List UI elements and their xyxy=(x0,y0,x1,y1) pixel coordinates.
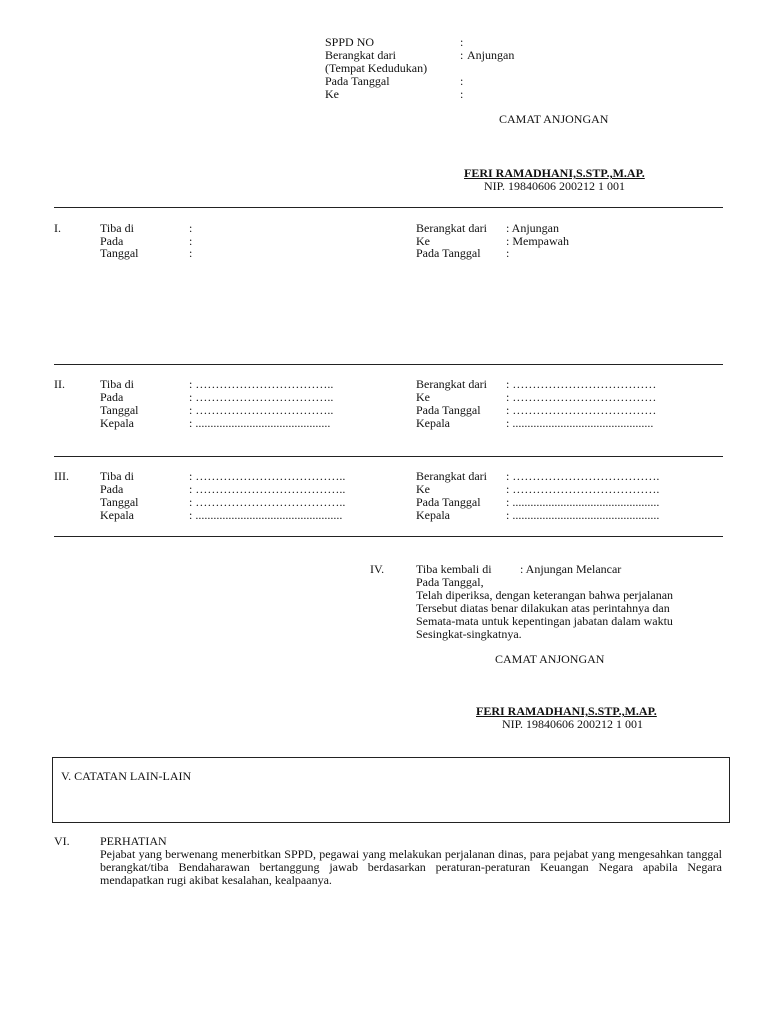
section-4-official-name: FERI RAMADHANI,S.STP.,M.AP. xyxy=(476,704,657,718)
section-4-arrive-value: : Anjungan Melancar xyxy=(520,562,622,576)
divider-3 xyxy=(54,456,723,457)
section-2-right-value: : ……………………………… xyxy=(506,390,657,404)
section-2-left-label: Tiba di xyxy=(100,377,134,391)
header-office: CAMAT ANJONGAN xyxy=(499,112,609,126)
section-1-right-label: Ke xyxy=(416,234,430,248)
section-3-left-label: Pada xyxy=(100,482,124,496)
section-2-left-value: : …………………………….. xyxy=(189,403,334,417)
section-3-right-value: : ………………………………. xyxy=(506,469,660,483)
header-label-tempat: (Tempat Kedudukan) xyxy=(325,61,428,75)
section-3-right-label: Ke xyxy=(416,482,430,496)
section-3-left-label: Tiba di xyxy=(100,469,134,483)
section-3-right-label: Kepala xyxy=(416,508,450,522)
section-2-left-value: : ............................................. xyxy=(189,416,331,430)
header-label-tanggal: Pada Tanggal xyxy=(325,74,390,88)
divider-1 xyxy=(54,207,723,208)
section-1-right-label: Berangkat dari xyxy=(416,221,487,235)
section-1-left-label: Pada xyxy=(100,234,124,248)
section-2-left-value: : …………………………….. xyxy=(189,377,334,391)
section-1-right-value: : Mempawah xyxy=(506,234,569,248)
section-3-right-label: Berangkat dari xyxy=(416,469,487,483)
section-1-right-label: Pada Tanggal xyxy=(416,246,481,260)
section-4-office: CAMAT ANJONGAN xyxy=(495,652,605,666)
section-3-number: III. xyxy=(54,469,69,483)
section-4-arrive-label: Tiba kembali di xyxy=(416,562,492,576)
notes-box xyxy=(52,757,730,823)
header-label-ke: Ke xyxy=(325,87,339,101)
section-4-line: Tersebut diatas benar dilakukan atas perintahnya dan xyxy=(416,601,670,615)
header-sep-sppd: : xyxy=(460,35,464,49)
section-2-right-label: Pada Tanggal xyxy=(416,403,481,417)
section-2-right-label: Berangkat dari xyxy=(416,377,487,391)
notes-title: V. CATATAN LAIN-LAIN xyxy=(61,769,192,783)
section-1-left-value: : xyxy=(189,221,193,235)
header-official-name: FERI RAMADHANI,S.STP.,M.AP. xyxy=(464,166,645,180)
header-value-berangkat: Anjungan xyxy=(467,48,515,62)
section-3-right-value: : ................................................. xyxy=(506,495,660,509)
header-sep-berangkat: : xyxy=(460,48,464,62)
section-4-line: Pada Tanggal, xyxy=(416,575,484,589)
section-6-number: VI. xyxy=(54,834,70,848)
section-4-number: IV. xyxy=(370,562,385,576)
header-sep-tanggal: : xyxy=(460,74,464,88)
section-2-right-value: : ……………………………… xyxy=(506,377,657,391)
section-3-left-value: : ................................................. xyxy=(189,508,343,522)
header-nip: NIP. 19840606 200212 1 001 xyxy=(484,179,626,193)
section-2-left-label: Pada xyxy=(100,390,124,404)
section-1-right-value: : Anjungan xyxy=(506,221,559,235)
section-2-left-label: Kepala xyxy=(100,416,134,430)
section-4-line: Sesingkat-singkatnya. xyxy=(416,627,522,641)
section-1-number: I. xyxy=(54,221,61,235)
section-2-right-label: Kepala xyxy=(416,416,450,430)
header-label-berangkat: Berangkat dari xyxy=(325,48,396,62)
divider-2 xyxy=(54,364,723,365)
section-3-right-label: Pada Tanggal xyxy=(416,495,481,509)
section-4-nip: NIP. 19840606 200212 1 001 xyxy=(502,717,644,731)
section-2-right-label: Ke xyxy=(416,390,430,404)
section-3-left-value: : ……………………………….. xyxy=(189,482,346,496)
section-4-line: Semata-mata untuk kepentingan jabatan dalam waktu xyxy=(416,614,673,628)
section-2-number: II. xyxy=(54,377,65,391)
header-label-sppd: SPPD NO xyxy=(325,35,375,49)
section-1-left-label: Tiba di xyxy=(100,221,134,235)
section-3-left-value: : ……………………………….. xyxy=(189,469,346,483)
section-3-right-value: : ………………………………. xyxy=(506,482,660,496)
section-1-left-value: : xyxy=(189,246,193,260)
section-3-left-value: : ……………………………….. xyxy=(189,495,346,509)
section-3-left-label: Tanggal xyxy=(100,495,139,509)
section-6-body: Pejabat yang berwenang menerbitkan SPPD, pegawai yang melakukan perjalanan dinas, para pejabat yang mengesahkan tanggal berangkat/tiba Bendaharawan bertanggung jawab berdasarkan peraturan-peraturan Keuangan Negara apabila Negara mendapatkan rugi akibat kesalahan, kealpaanya. xyxy=(100,847,722,887)
section-1-left-value: : xyxy=(189,234,193,248)
section-2-right-value: : ……………………………… xyxy=(506,403,657,417)
section-2-left-label: Tanggal xyxy=(100,403,139,417)
section-3-left-label: Kepala xyxy=(100,508,134,522)
section-2-right-value: : ............................................... xyxy=(506,416,654,430)
section-1-right-value: : xyxy=(506,246,510,260)
section-1-left-label: Tanggal xyxy=(100,246,139,260)
divider-4 xyxy=(54,536,723,537)
section-2-left-value: : …………………………….. xyxy=(189,390,334,404)
section-3-right-value: : ................................................. xyxy=(506,508,660,522)
header-sep-ke: : xyxy=(460,87,464,101)
section-4-line: Telah diperiksa, dengan keterangan bahwa perjalanan xyxy=(416,588,674,602)
section-6-title: PERHATIAN xyxy=(100,834,167,848)
